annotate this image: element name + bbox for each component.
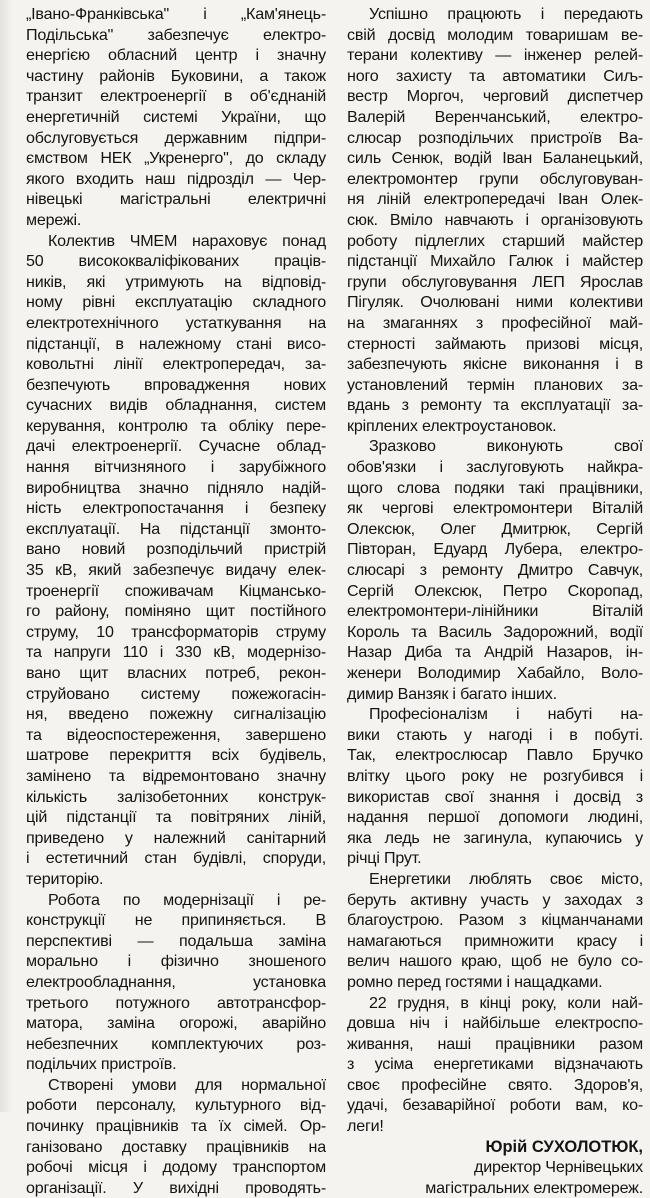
article-text-line: та напруги 110 і 330 кВ, модернізо- [26,643,326,662]
article-text-line: Пігуляк. Очолювані ними колективи [347,293,643,312]
article-text-line: з усіма енергетиками відзначають [347,1055,643,1074]
article-text-line: Зразково виконують свої [369,437,643,456]
article-text-line: Робота по модернізації і ре- [48,890,326,909]
article-text-line: сюк. Вміло навчають і організовують [347,210,643,229]
article-text-line: річці Прут. [347,849,422,868]
article-text-line: забезпечують якісне виконання і в [347,355,643,374]
article-text-line: робочі місця і додому транспортом [26,1158,326,1177]
article-text-line: 35 кВ, який забезпечує видачу елек- [26,561,326,580]
article-text-line: своє професійне свято. Здоров'я, [347,1075,643,1094]
article-text-line: групи обслуговування ЛЕП Ярослав [347,272,643,291]
article-text-line: велич нашого краю, щоб не було со- [347,952,643,971]
article-text-line: Подільська" забезпечує електро- [26,25,326,44]
article-text-line: стерності займають призові місця, [347,334,643,353]
page-fold-shadow [0,0,12,1112]
article-text-line: Король та Василь Задорожний, водії [347,622,643,641]
article-text-line: безпечують впровадження нових [26,375,326,394]
article-text-line: ковольтні лінії електропередач, за- [26,355,326,374]
article-text-line: подільчих пристроїв. [26,1055,177,1074]
article-text-line: Так, електрослюсар Павло Бручко [347,746,643,765]
article-text-line: перспективі — подальша заміна [26,931,326,950]
article-text-line: вано щит власних потреб, рекон- [26,664,326,682]
article-text-line: починку працівників та їх сімей. Ор- [26,1117,326,1136]
article-column-left [26,4,326,1198]
article-text-line: якого входить наш підрозділ — Чер- [26,169,326,188]
article-text-line: вики стають у нагоді і в побуті. [347,725,643,744]
author-signature [347,1137,643,1198]
article-text-line: струму, 10 трансформаторів струму [26,622,326,641]
article-text-line: димир Ванзяк і багато інших. [347,684,557,703]
article-text-line: замінено та відремонтовано значну [26,766,326,785]
article-text-line: морально і фізично зношеного [26,952,326,971]
article-text-line: приведено у належний санітарний [26,828,326,847]
article-text-line: Сергій Олексюк, Петро Скоропад, [347,581,643,600]
article-text-line: нання вітчизняного і зарубіжного [26,458,326,477]
article-text-line: Успішно працюють і передають [369,5,643,23]
article-text-line: електромонтер групи обслуговуван- [347,169,643,188]
article-text-line: електромонтери-лінійники Віталій [347,602,643,621]
article-text-line: експлуатації. На підстанції змонто- [26,519,326,538]
article-text-line: нівецькі магістральні електричні [26,190,326,209]
article-text-line: підстанції, в належному стані висо- [26,334,326,353]
article-text-line: конструкції не припиняється. В [26,911,326,930]
article-text-line: і естетичний стан будівлі, споруди, [26,849,326,868]
article-text-line: третього потужного автотрансфор- [26,993,326,1012]
article-text-line: сучасних видів обладнання, систем [26,396,326,415]
article-text-line: вдань з ремонту та експлуатації за- [347,396,643,415]
article-text-line: вано новий розподільчий пристрій [26,540,326,559]
article-text-line: установлений термін планових за- [347,375,643,394]
article-text-line: та відеоспостереження, завершено [26,725,326,744]
article-text-line: матора, заміна огорожі, аварійно [26,1014,326,1033]
article-text-line: електротехнічного устаткування на [26,313,326,332]
article-text-line: живання, наші працівники разом [347,1034,643,1053]
article-text-line: небезпечних комплектуючих роз- [26,1034,326,1053]
article-text-line: на змаганнях з професійної май- [347,313,643,332]
article-text-line: ємством НЕК „Укренерго", до складу [26,149,326,168]
article-text-line: роботи персоналу, культурного від- [26,1096,326,1115]
article-text-line: Півторан, Едуард Лубера, електро- [347,540,643,559]
article-text-line: ня ліній електропередачі Іван Олек- [347,190,643,209]
article-column-right [347,4,643,1198]
article-text-line: женери Володимир Хабайло, Воло- [347,664,643,682]
article-text-line: довша ніч і найбільше електроспо- [347,1014,643,1033]
article-text-line: мережі. [26,210,82,229]
article-text-line: Олексюк, Олег Дмитрюк, Сергій [347,519,643,538]
article-text-line: 22 грудня, в кінці року, коли най- [369,993,643,1012]
article-text-line: роботу підлеглих старший майстер [347,231,643,250]
article-text-line: троенергії споживачам Кіцмансько- [26,581,326,600]
article-text-line: шатрове перекриття всіх будівель, [26,746,326,765]
article-text-line: енергією обласний центр і значну [26,46,326,65]
article-text-line: ного захисту та автоматики Сиљ- [347,66,643,85]
article-text-line: Енергетики люблять своє місто, [369,869,643,888]
article-text-line: струйовано систему пожежогасін- [26,684,326,703]
article-text-line: територію. [26,869,104,888]
article-text-line: Валерій Веренчанський, електро- [347,107,643,126]
article-text-line: обслуговується державним підпри- [26,128,326,147]
right-column-body [347,4,643,1137]
article-text-line: намагаються примножити красу і [347,931,643,950]
article-text-line: обов'язки і заслуговують найкра- [347,458,643,477]
article-text-line: електрообладнання, установка [26,972,326,991]
article-text-line: Професіоналізм і набуті на- [369,705,643,724]
article-text-line: вестр Моргоч, черговий диспетчер [347,87,643,106]
article-text-line: ромно перед гостями і нащадками. [347,972,603,991]
article-text-line: підстанції Михайло Галюк і майстер [347,252,643,271]
article-text-line: ня, введено пожежну сигналізацію [26,705,326,724]
article-text-line: 50 висококваліфікованих праців- [26,252,326,271]
article-text-line: слюсар розподільчих пристроїв Ва- [347,128,643,147]
article-text-line: енергетичній системі України, що [26,107,326,126]
article-text-line: Створені умови для нормальної [48,1075,326,1094]
article-text-line: частину районів Буковини, а також [26,66,326,85]
article-text-line: терани колективу — інженер релей- [347,46,643,65]
article-text-line: ність електропостачання і безпеку [26,499,326,518]
article-text-line: кріплених електроустановок. [347,416,557,435]
article-text-line: яка ледь не загинула, купаючись у [347,828,643,847]
article-text-line: цій підстанції та повітряних ліній, [26,808,326,827]
article-text-line: го району, поміняно щит постійного [26,602,326,621]
author-title-line-1: директор Чернівецьких [474,1158,643,1177]
article-text-line: удачі, безаварійної роботи вам, ко- [347,1096,643,1115]
article-text-line: слюсарі з ремонту Дмитро Савчук, [347,561,643,580]
article-text-line: керування, контролю та обліку пере- [26,416,326,435]
article-text-line: надання першої допомоги людині, [347,808,643,827]
article-text-line: Назар Диба та Андрій Назаров, ін- [347,643,643,662]
article-text-line: беруть активну участь у заходах з [347,890,643,909]
article-text-line: виробництва значно підняло надій- [26,478,326,497]
article-text-line: дачі електроенергії. Сучасне облад- [26,437,326,456]
article-text-line: як чергові електромонтери Віталій [347,499,643,518]
author-title-line-2: магістральних електромереж. [425,1178,643,1197]
article-text-line: використав свої знання і досвід з [347,787,643,806]
article-text-line: свій досвід молодим товаришам ве- [347,25,643,44]
article-text-line: влітку цього року не розгубився і [347,766,643,785]
article-text-line: „Івано-Франківська" і „Кам'янець- [26,5,326,23]
article-text-line: транзит електроенергії в об'єднаній [26,87,326,106]
article-text-line: Колектив ЧМЕМ нараховує понад [48,231,326,250]
article-text-line: ників, які утримують на відповід- [26,272,326,291]
article-text-line: леги! [347,1117,384,1136]
article-text-line: благоустрою. Разом з кіцманчанами [347,911,643,930]
article-text-line: силь Сенюк, водій Іван Баланецький, [347,149,643,168]
article-text-line: ганізовано доставку працівників на [26,1137,326,1156]
article-text-line: ному рівні експлуатацію складного [26,293,326,312]
author-name: Юрій СУХОЛОТЮК, [485,1137,643,1156]
article-text-line: кількість залізобетонних конструк- [26,787,326,806]
article-text-line: організації. У вихідні проводять- [26,1178,326,1197]
article-text-line: щого слова подяки такі працівники, [347,478,643,497]
